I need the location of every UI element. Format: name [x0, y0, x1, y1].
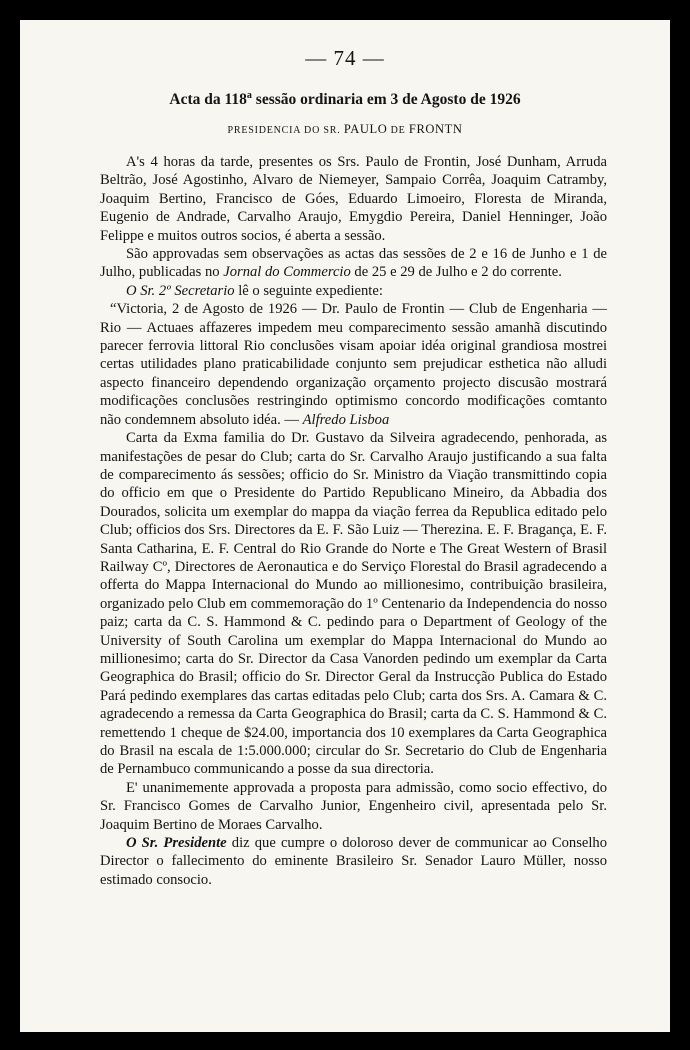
approval-paragraph — [100, 245, 607, 282]
presidency-line — [20, 122, 670, 137]
telegram-text: “Victoria, 2 de Agosto de 1926 — Dr. Paulo de Frontin — Club de Engenharia — Rio — Actuaes affazeres impedem meu comparecimento sessão amanhã discutindo parecer ferrovia littoral Rio conclusões visam apoiar idéa original grandiosa mostrei certas utilidades plano praticabilidade conjunto sem prejudicar esthetica não alludi aspecto financeiro dependendo organização orçamento projecto discusão mostrará modificações conclusões restringindo optimismo concordo modificações comtanto não condemnem absoluto idéa. — — [100, 301, 607, 428]
approval-text-end: de 25 e 29 de Julho e 2 do corrente. — [350, 264, 562, 281]
attendance-paragraph: A's 4 horas da tarde, presentes os Srs. Paulo de Frontin, José Dunham, Arruda Beltrão, José Agostinho, Alvaro de Niemeyer, Sampaio Corrêa, Joaquim Catramby, Joaquim Bertino, Francisco de Góes, Eduardo Limoeiro, Floresta de Miranda, Eugenio de Andrade, Carvalho Araujo, Emygdio Pereira, Daniel Henninger, João Felippe e muitos outros socios, é aberta a sessão. — [100, 154, 607, 244]
president-paragraph — [100, 834, 607, 889]
minutes-body — [100, 153, 607, 889]
secretary-paragraph — [100, 282, 607, 300]
page-number: — 74 — — [305, 46, 385, 70]
president-name-particle: DE — [387, 125, 409, 136]
telegram-paragraph — [100, 300, 607, 429]
correspondence-paragraph: Carta da Exma familia do Dr. Gustavo da Silveira agradecendo, penhorada, as manifestações de pesar do Club; carta do Sr. Carvalho Araujo justificando a sua falta de comparecimento ás sessões; officio do Sr. Ministro da Viação transmittindo copia do officio em que o Presidente do Partido Republicano Mineiro, da Abbadia dos Dourados, solicita um exemplar do mappa da viação ferrea da Republica editado pelo Club; officios dos Srs. Directores da E. F. São Luiz — Therezina. E. F. Bragança, E. F. Santa Catharina, E. F. Central do Rio Grande do Norte e The Great Western of Brasil Railway Cº, Directores de Aeronautica e do Serviço Florestal do Brasil agradecendo a offerta do Mappa Internacional do Mundo ao millionesimo, contribuição brasileira, organizado pelo Club em commemoração do 1º Centenario da Independencia do nosso paiz; carta da C. S. Hammond & C. pedindo para o Department of Geology of the University of South Carolina um exemplar do Mappa Internacional do Mundo ao millionesimo; carta do Sr. Director da Casa Vanorden pedindo um exemplar da Carta Geographica do Brasil; officio do Sr. Director Geral da Instrucção Publica do Estado Pará pedindo exemplares das cartas editadas pelo Club; carta dos Srs. A. Camara & C. agradecendo a remessa da Carta Geographica do Brasil; carta da C. S. Hammond & C. remettendo 1 cheque de $24.00, importancia dos 10 exemplares da Carta Geographica do Brasil na escala de 1:5.000.000; circular do Sr. Secretario do Club de Engenharia de Pernambuco communicando a posse da sua directoria. — [100, 430, 607, 778]
journal-name: Jornal do Commercio — [223, 264, 351, 281]
president-first-name: PAULO — [343, 122, 388, 136]
title-suffix: sessão ordinaria em 3 de Agosto de 1926 — [251, 91, 521, 109]
secretary-text: lê o seguinte expediente: — [234, 282, 383, 299]
minutes-title — [20, 90, 670, 109]
approval-text-start: São approvadas sem observações as actas das sessões de 2 e 16 de Junho e 1 de Julho, publicadas no — [100, 246, 607, 281]
presidency-prefix: PRESIDENCIA DO SR. — [227, 125, 344, 136]
admission-paragraph: E' unanimemente approvada a proposta para admissão, como socio effectivo, do Sr. Francisco Gomes de Carvalho Junior, Engenheiro civil, apresentada pelo Sr. Joaquim Bertino de Moraes Carvalho. — [100, 779, 607, 833]
telegram-signature: Alfredo Lisboa — [302, 411, 390, 428]
document-page — [20, 20, 670, 1032]
president-last-name: FRONTN — [408, 122, 463, 136]
president-text: diz que cumpre o doloroso dever de communicar ao Conselho Director o fallecimento do eminente Brasileiro Sr. Senador Lauro Müller, nosso estimado consocio. — [100, 835, 607, 888]
president-speaker: O Sr. Presidente — [126, 835, 227, 852]
title-ordinal-superscript: a — [246, 90, 252, 101]
secretary-speaker: O Sr. 2º Secretario — [126, 282, 235, 299]
title-prefix: Acta da 118 — [169, 91, 247, 109]
